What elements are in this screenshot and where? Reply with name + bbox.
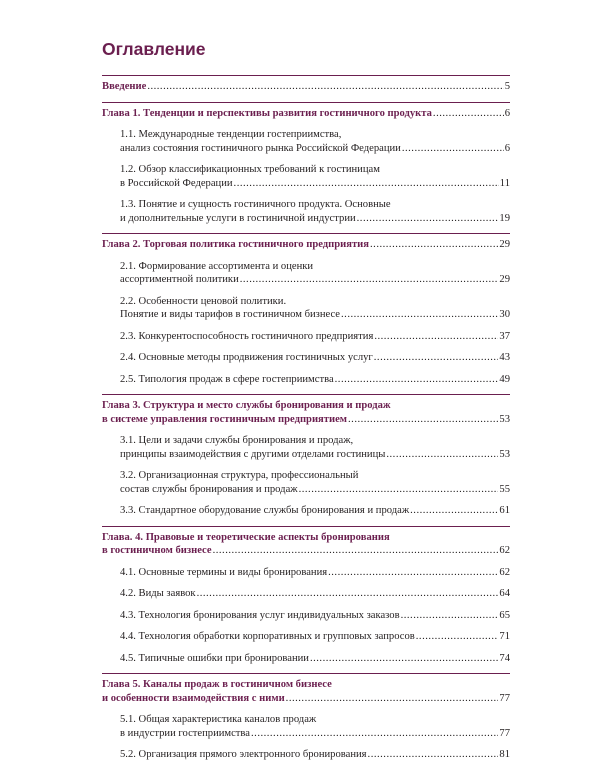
toc-page-number: 29: [499, 274, 510, 285]
dot-leader: [370, 238, 498, 252]
toc-section-entry: [102, 652, 510, 666]
chapter-divider-rule: [102, 673, 510, 674]
dot-leader: [401, 609, 499, 623]
dot-leader: [374, 330, 498, 344]
chapter-divider-rule: [102, 102, 510, 103]
toc-section-entry: [102, 609, 510, 623]
toc-chapter-entry: [102, 678, 510, 705]
toc-page-number: 65: [499, 609, 510, 621]
toc-page-number: 74: [499, 652, 510, 664]
dot-leader: [368, 748, 499, 762]
toc-entry-title-line: Введение: [102, 81, 147, 92]
toc-entry-row: [120, 351, 510, 365]
dot-leader: [386, 448, 498, 462]
toc-section-entry: [102, 630, 510, 644]
toc-section-entry: [102, 566, 510, 580]
toc-page-number: 29: [499, 239, 510, 250]
toc-entry-title-line: 2.5. Типология продаж в сфере гостеприимства: [120, 373, 334, 385]
toc-entry-row: [102, 107, 510, 121]
toc-page-number: 30: [499, 309, 510, 320]
chapter-divider-rule: [102, 75, 510, 76]
toc-entry-row: [102, 544, 510, 558]
toc-chapter-entry: [102, 107, 510, 121]
toc-section-entry: [102, 351, 510, 365]
toc-page-number: 62: [499, 545, 510, 556]
toc-page-number: 62: [499, 566, 510, 578]
toc-entry-title-line: в гостиничном бизнесе: [102, 545, 212, 556]
toc-entry-row: [120, 330, 510, 344]
toc-entry-title-line: Глава 2. Торговая политика гостиничного предприятия: [102, 239, 370, 250]
toc-entry-title-line: принципы взаимодействия с другими отделами гостиницы: [120, 448, 386, 460]
page-title: Оглавление: [102, 39, 206, 59]
toc-page-number: 71: [499, 631, 510, 642]
toc-entry-title-line: в системе управления гостиничным предприятием: [102, 413, 348, 425]
toc-entry-title-line: 3.2. Организационная структура, профессиональный: [120, 470, 359, 481]
toc-section-entry: [102, 128, 510, 155]
toc-entry-row: [120, 587, 510, 601]
toc-page-number: 53: [499, 413, 510, 425]
toc-entry-title-line: и дополнительные услуги в гостиничной индустрии: [120, 212, 356, 224]
chapter-divider-rule: [102, 233, 510, 234]
dot-leader: [328, 566, 498, 580]
dot-leader: [402, 142, 504, 156]
dot-leader: [299, 483, 499, 497]
toc-entry-title-line: 3.1. Цели и задачи службы бронирования и продаж,: [120, 435, 354, 446]
toc-entry-title-line: 4.1. Основные термины и виды бронирования: [120, 566, 328, 578]
dot-leader: [234, 177, 499, 191]
toc-entry-row: [120, 483, 510, 497]
dot-leader: [240, 273, 499, 287]
toc-entry-title-line: 3.3. Стандартное оборудование службы бронирования и продаж: [120, 505, 410, 516]
toc-page-number: 5: [504, 81, 510, 92]
toc-page-number: 61: [499, 505, 510, 516]
dot-leader: [410, 504, 498, 518]
toc-chapter-entry: [102, 531, 510, 558]
toc-entry-row: [120, 373, 510, 387]
toc-entry-title-line: 2.1. Формирование ассортимента и оценки: [120, 260, 314, 272]
toc-entry-row: [102, 80, 510, 94]
dot-leader: [213, 544, 499, 558]
dot-leader: [310, 652, 498, 666]
toc-entry-row: [120, 212, 510, 226]
toc-page-number: 81: [499, 749, 510, 760]
toc-entry-row: [120, 652, 510, 666]
toc-entry-row: [102, 692, 510, 706]
toc-section-entry: [102, 469, 510, 496]
toc-section-entry: [102, 434, 510, 461]
toc-entry-title-line: 5.1. Общая характеристика каналов продаж: [120, 714, 317, 725]
toc-entry-title-line: в индустрии гостеприимства: [120, 727, 251, 739]
dot-leader: [416, 630, 499, 644]
toc-chapter-entry: [102, 80, 510, 94]
toc-entry-row: [102, 238, 510, 252]
toc-section-entry: [102, 163, 510, 190]
toc-entry-row: [120, 609, 510, 623]
toc-entry-title-line: 2.2. Особенности ценовой политики.: [120, 295, 287, 307]
toc-entry-title-line: 2.3. Конкурентоспособность гостиничного предприятия: [120, 330, 374, 342]
toc-entry-row: [120, 448, 510, 462]
toc-chapter-entry: [102, 238, 510, 252]
dot-leader: [348, 413, 498, 427]
toc-section-entry: [102, 198, 510, 225]
dot-leader: [374, 351, 499, 365]
dot-leader: [197, 587, 499, 601]
toc-section-entry: [102, 748, 510, 762]
dot-leader: [147, 80, 503, 94]
toc-page-number: 55: [499, 483, 510, 495]
toc-entry-title-line: 2.4. Основные методы продвижения гостиничных услуг: [120, 352, 373, 363]
toc-entry-row: [120, 504, 510, 518]
toc-entry-title-line: Глава 5. Каналы продаж в гостиничном бизнесе: [102, 679, 332, 690]
toc-entry-title-line: Глава 1. Тенденции и перспективы развития гостиничного продукта: [102, 107, 432, 119]
toc-entry-title-line: ассортиментной политики: [120, 274, 239, 285]
toc-entry-title-line: 4.3. Технология бронирования услуг индивидуальных заказов: [120, 609, 400, 621]
toc-section-entry: [102, 260, 510, 287]
toc-page-number: 6: [504, 107, 510, 119]
toc-entry-title-line: Глава. 4. Правовые и теоретические аспекты бронирования: [102, 531, 390, 543]
toc-entry-row: [120, 566, 510, 580]
toc-entry-title-line: Глава 3. Структура и место службы бронирования и продаж: [102, 400, 391, 411]
toc-entry-title-line: 4.4. Технология обработки корпоративных и групповых запросов: [120, 631, 415, 642]
toc-page-number: 53: [499, 448, 510, 460]
toc-entry-title-line: 1.1. Международные тенденции гостеприимства,: [120, 129, 342, 140]
table-of-contents: [102, 80, 510, 762]
toc-page-number: 77: [499, 692, 510, 704]
dot-leader: [335, 373, 499, 387]
toc-page-number: 43: [499, 352, 510, 363]
toc-page-number: 64: [499, 588, 510, 599]
dot-leader: [433, 107, 504, 121]
toc-section-entry: [102, 330, 510, 344]
toc-entry-title-line: анализ состояния гостиничного рынка Российской Федерации: [120, 142, 401, 154]
toc-page-number: 37: [499, 330, 510, 342]
toc-entry-title-line: состав службы бронирования и продаж: [120, 483, 298, 495]
toc-entry-title-line: Понятие и виды тарифов в гостиничном бизнесе: [120, 309, 341, 320]
toc-page-number: 49: [499, 373, 510, 385]
toc-entry-title-line: 4.5. Типичные ошибки при бронировании: [120, 652, 309, 664]
toc-page-number: 6: [504, 142, 510, 154]
toc-entry-row: [120, 630, 510, 644]
toc-entry-row: [120, 142, 510, 156]
toc-page-number: 19: [499, 212, 510, 224]
toc-entry-row: [120, 177, 510, 191]
toc-entry-title-line: в Российской Федерации: [120, 177, 233, 189]
dot-leader: [341, 308, 498, 322]
toc-page-number: 11: [499, 177, 510, 189]
toc-chapter-entry: [102, 399, 510, 426]
toc-entry-row: [120, 748, 510, 762]
toc-entry-row: [120, 727, 510, 741]
dot-leader: [357, 212, 499, 226]
toc-page-number: 77: [499, 727, 510, 739]
toc-entry-row: [120, 273, 510, 287]
dot-leader: [286, 692, 499, 706]
toc-section-entry: [102, 295, 510, 322]
chapter-divider-rule: [102, 394, 510, 395]
toc-entry-title-line: 5.2. Организация прямого электронного бронирования: [120, 749, 367, 760]
toc-entry-title-line: и особенности взаимодействия с ними: [102, 692, 285, 704]
chapter-divider-rule: [102, 526, 510, 527]
toc-entry-title-line: 4.2. Виды заявок: [120, 588, 196, 599]
toc-entry-title-line: 1.2. Обзор классификационных требований к гостиницам: [120, 164, 380, 175]
toc-section-entry: [102, 504, 510, 518]
toc-entry-row: [102, 413, 510, 427]
toc-section-entry: [102, 373, 510, 387]
toc-entry-title-line: 1.3. Понятие и сущность гостиничного продукта. Основные: [120, 199, 391, 210]
toc-section-entry: [102, 713, 510, 740]
dot-leader: [251, 727, 498, 741]
toc-entry-row: [120, 308, 510, 322]
toc-section-entry: [102, 587, 510, 601]
